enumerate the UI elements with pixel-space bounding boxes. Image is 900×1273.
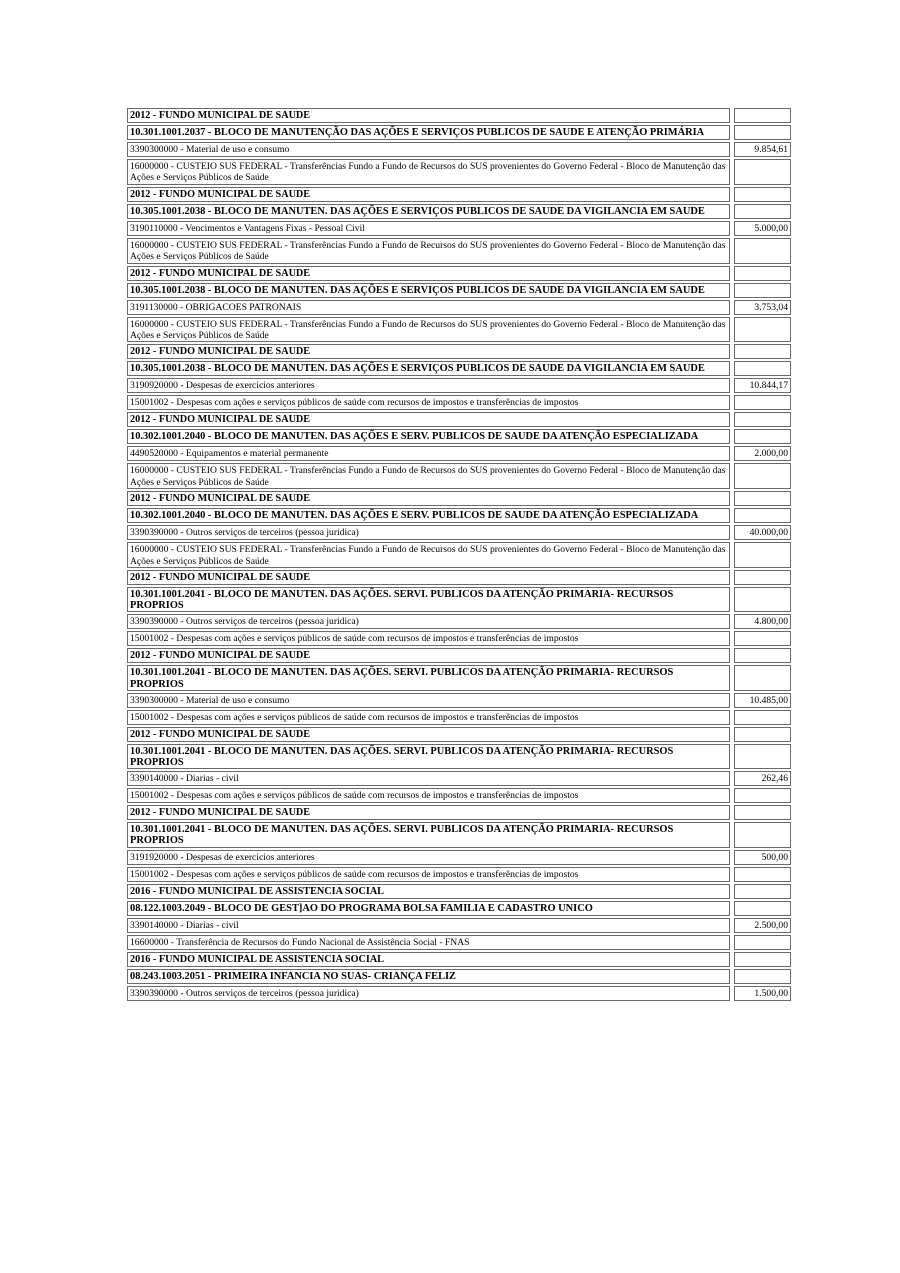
row-value <box>734 867 791 882</box>
row-description: 15001002 - Despesas com ações e serviços públicos de saúde com recursos de impostos e transferências de impostos <box>127 867 730 882</box>
row-description: 10.301.1001.2041 - BLOCO DE MANUTEN. DAS AÇÕES. SERVI. PUBLICOS DA ATENÇÃO PRIMARIA- RECURSOS PROPRIOS <box>127 822 730 847</box>
table-row-source <box>127 788 791 803</box>
row-value: 4.800,00 <box>734 614 791 629</box>
table-row-entity <box>127 570 791 585</box>
row-description: 15001002 - Despesas com ações e serviços públicos de saúde com recursos de impostos e transferências de impostos <box>127 395 730 410</box>
row-value <box>734 283 791 298</box>
table-row-action <box>127 822 791 847</box>
row-description: 2012 - FUNDO MUNICIPAL DE SAUDE <box>127 266 730 281</box>
row-description: 3191920000 - Despesas de exercicios anteriores <box>127 850 730 865</box>
row-value: 9.854,61 <box>734 142 791 157</box>
row-value: 5.000,00 <box>734 221 791 236</box>
table-row-action <box>127 587 791 612</box>
row-value <box>734 710 791 725</box>
table-row-action <box>127 969 791 984</box>
row-value <box>734 238 791 264</box>
row-description: 2012 - FUNDO MUNICIPAL DE SAUDE <box>127 108 730 123</box>
table-row-action <box>127 665 791 690</box>
row-description: 15001002 - Despesas com ações e serviços públicos de saúde com recursos de impostos e transferências de impostos <box>127 631 730 646</box>
table-row-expense <box>127 446 791 461</box>
row-description: 10.302.1001.2040 - BLOCO DE MANUTEN. DAS AÇÕES E SERV. PUBLICOS DE SAUDE DA ATENÇÃO ESPECIALIZADA <box>127 429 730 444</box>
table-row-expense <box>127 525 791 540</box>
row-value <box>734 744 791 769</box>
row-description: 10.305.1001.2038 - BLOCO DE MANUTEN. DAS AÇÕES E SERVIÇOS PUBLICOS DE SAUDE DA VIGILANCIA EM SAUDE <box>127 204 730 219</box>
table-row-entity <box>127 187 791 202</box>
table-row-action <box>127 204 791 219</box>
table-row-expense <box>127 142 791 157</box>
row-description: 16000000 - CUSTEIO SUS FEDERAL - Transferências Fundo a Fundo de Recursos do SUS provenientes do Governo Federal - Bloco de Manutenção das Ações e Serviços Públicos de Saúde <box>127 317 730 343</box>
row-value <box>734 727 791 742</box>
budget-table <box>127 108 791 1003</box>
table-row-action <box>127 125 791 140</box>
row-value <box>734 412 791 427</box>
row-value <box>734 108 791 123</box>
table-row-source <box>127 935 791 950</box>
row-value: 2.000,00 <box>734 446 791 461</box>
row-description: 10.305.1001.2038 - BLOCO DE MANUTEN. DAS AÇÕES E SERVIÇOS PUBLICOS DE SAUDE DA VIGILANCIA EM SAUDE <box>127 283 730 298</box>
row-value <box>734 952 791 967</box>
row-description: 3190920000 - Despesas de exercicios anteriores <box>127 378 730 393</box>
row-description: 2012 - FUNDO MUNICIPAL DE SAUDE <box>127 412 730 427</box>
row-value: 500,00 <box>734 850 791 865</box>
row-value <box>734 542 791 568</box>
row-description: 2012 - FUNDO MUNICIPAL DE SAUDE <box>127 727 730 742</box>
table-row-entity <box>127 108 791 123</box>
table-row-entity <box>127 805 791 820</box>
table-row-expense <box>127 771 791 786</box>
table-row-source <box>127 542 791 568</box>
row-value <box>734 935 791 950</box>
row-description: 2012 - FUNDO MUNICIPAL DE SAUDE <box>127 187 730 202</box>
table-row-source <box>127 395 791 410</box>
row-value <box>734 187 791 202</box>
row-value <box>734 204 791 219</box>
table-row-action <box>127 361 791 376</box>
row-description: 2016 - FUNDO MUNICIPAL DE ASSISTENCIA SOCIAL <box>127 884 730 899</box>
row-description: 16000000 - CUSTEIO SUS FEDERAL - Transferências Fundo a Fundo de Recursos do SUS provenientes do Governo Federal - Bloco de Manutenção das Ações e Serviços Públicos de Saúde <box>127 463 730 489</box>
table-row-entity <box>127 727 791 742</box>
row-value <box>734 969 791 984</box>
row-description: 3390140000 - Diarias - civil <box>127 771 730 786</box>
row-description: 10.305.1001.2038 - BLOCO DE MANUTEN. DAS AÇÕES E SERVIÇOS PUBLICOS DE SAUDE DA VIGILANCIA EM SAUDE <box>127 361 730 376</box>
table-row-expense <box>127 986 791 1001</box>
row-value <box>734 317 791 343</box>
row-description: 2012 - FUNDO MUNICIPAL DE SAUDE <box>127 805 730 820</box>
table-row-source <box>127 317 791 343</box>
row-value <box>734 429 791 444</box>
table-row-expense <box>127 693 791 708</box>
row-value <box>734 125 791 140</box>
row-value <box>734 266 791 281</box>
row-value <box>734 901 791 916</box>
row-value: 3.753,04 <box>734 300 791 315</box>
row-value <box>734 508 791 523</box>
row-value: 10.844,17 <box>734 378 791 393</box>
row-description: 16000000 - CUSTEIO SUS FEDERAL - Transferências Fundo a Fundo de Recursos do SUS provenientes do Governo Federal - Bloco de Manutenção das Ações e Serviços Públicos de Saúde <box>127 159 730 185</box>
table-row-expense <box>127 221 791 236</box>
row-value: 1.500,00 <box>734 986 791 1001</box>
row-value <box>734 361 791 376</box>
row-value: 40.000,00 <box>734 525 791 540</box>
row-description: 2012 - FUNDO MUNICIPAL DE SAUDE <box>127 491 730 506</box>
row-value <box>734 648 791 663</box>
row-value <box>734 491 791 506</box>
table-row-entity <box>127 884 791 899</box>
row-description: 16000000 - CUSTEIO SUS FEDERAL - Transferências Fundo a Fundo de Recursos do SUS provenientes do Governo Federal - Bloco de Manutenção das Ações e Serviços Públicos de Saúde <box>127 542 730 568</box>
row-description: 10.301.1001.2041 - BLOCO DE MANUTEN. DAS AÇÕES. SERVI. PUBLICOS DA ATENÇÃO PRIMARIA- RECURSOS PROPRIOS <box>127 587 730 612</box>
table-row-action <box>127 744 791 769</box>
row-value <box>734 805 791 820</box>
row-value <box>734 344 791 359</box>
table-row-source <box>127 159 791 185</box>
table-row-entity <box>127 266 791 281</box>
row-value: 2.500,00 <box>734 918 791 933</box>
row-description: 10.301.1001.2037 - BLOCO DE MANUTENÇÃO DAS AÇÕES E SERVIÇOS PUBLICOS DE SAUDE E ATENÇÃO PRIMÁRIA <box>127 125 730 140</box>
row-description: 2012 - FUNDO MUNICIPAL DE SAUDE <box>127 648 730 663</box>
table-row-action <box>127 283 791 298</box>
table-row-source <box>127 867 791 882</box>
row-value <box>734 587 791 612</box>
table-row-expense <box>127 918 791 933</box>
row-description: 2012 - FUNDO MUNICIPAL DE SAUDE <box>127 344 730 359</box>
table-row-entity <box>127 952 791 967</box>
table-row-expense <box>127 300 791 315</box>
row-value: 262,46 <box>734 771 791 786</box>
row-description: 3390390000 - Outros serviços de terceiros (pessoa juridica) <box>127 986 730 1001</box>
row-value <box>734 788 791 803</box>
table-row-action <box>127 901 791 916</box>
row-description: 16000000 - CUSTEIO SUS FEDERAL - Transferências Fundo a Fundo de Recursos do SUS provenientes do Governo Federal - Bloco de Manutenção das Ações e Serviços Públicos de Saúde <box>127 238 730 264</box>
row-description: 3390390000 - Outros serviços de terceiros (pessoa juridica) <box>127 614 730 629</box>
row-value: 10.485,00 <box>734 693 791 708</box>
row-description: 3390300000 - Material de uso e consumo <box>127 142 730 157</box>
row-description: 2016 - FUNDO MUNICIPAL DE ASSISTENCIA SOCIAL <box>127 952 730 967</box>
row-description: 10.301.1001.2041 - BLOCO DE MANUTEN. DAS AÇÕES. SERVI. PUBLICOS DA ATENÇÃO PRIMARIA- RECURSOS PROPRIOS <box>127 744 730 769</box>
table-row-source <box>127 238 791 264</box>
table-row-expense <box>127 614 791 629</box>
row-description: 3390300000 - Material de uso e consumo <box>127 693 730 708</box>
row-description: 16600000 - Transferência de Recursos do Fundo Nacional de Assistência Social - FNAS <box>127 935 730 950</box>
row-description: 3390390000 - Outros serviços de terceiros (pessoa juridica) <box>127 525 730 540</box>
row-description: 08.122.1003.2049 - BLOCO DE GEST]AO DO PROGRAMA BOLSA FAMILIA E CADASTRO UNICO <box>127 901 730 916</box>
row-value <box>734 570 791 585</box>
row-description: 4490520000 - Equipamentos e material permanente <box>127 446 730 461</box>
row-value <box>734 631 791 646</box>
table-row-action <box>127 508 791 523</box>
row-description: 08.243.1003.2051 - PRIMEIRA INFANCIA NO SUAS- CRIANÇA FELIZ <box>127 969 730 984</box>
table-row-action <box>127 429 791 444</box>
table-row-entity <box>127 648 791 663</box>
row-description: 2012 - FUNDO MUNICIPAL DE SAUDE <box>127 570 730 585</box>
table-row-source <box>127 710 791 725</box>
table-row-entity <box>127 344 791 359</box>
table-row-expense <box>127 378 791 393</box>
row-value <box>734 463 791 489</box>
row-value <box>734 159 791 185</box>
row-description: 3191130000 - OBRIGACOES PATRONAIS <box>127 300 730 315</box>
row-value <box>734 822 791 847</box>
row-description: 3390140000 - Diarias - civil <box>127 918 730 933</box>
row-value <box>734 665 791 690</box>
row-description: 10.302.1001.2040 - BLOCO DE MANUTEN. DAS AÇÕES E SERV. PUBLICOS DE SAUDE DA ATENÇÃO ESPECIALIZADA <box>127 508 730 523</box>
table-row-source <box>127 463 791 489</box>
row-description: 15001002 - Despesas com ações e serviços públicos de saúde com recursos de impostos e transferências de impostos <box>127 710 730 725</box>
row-value <box>734 395 791 410</box>
row-description: 10.301.1001.2041 - BLOCO DE MANUTEN. DAS AÇÕES. SERVI. PUBLICOS DA ATENÇÃO PRIMARIA- RECURSOS PROPRIOS <box>127 665 730 690</box>
table-row-expense <box>127 850 791 865</box>
table-row-entity <box>127 491 791 506</box>
row-description: 15001002 - Despesas com ações e serviços públicos de saúde com recursos de impostos e transferências de impostos <box>127 788 730 803</box>
row-description: 3190110000 - Vencimentos e Vantagens Fixas - Pessoal Civil <box>127 221 730 236</box>
table-row-source <box>127 631 791 646</box>
row-value <box>734 884 791 899</box>
table-row-entity <box>127 412 791 427</box>
